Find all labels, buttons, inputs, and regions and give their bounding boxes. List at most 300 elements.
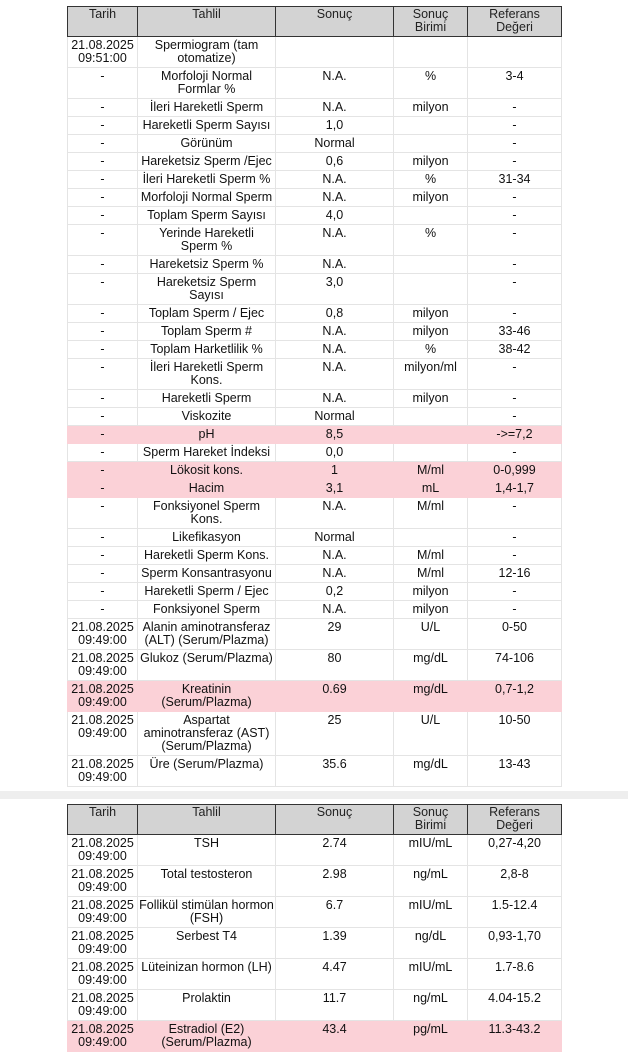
cell-unit: milyon <box>394 99 468 117</box>
cell-reference: 13-43 <box>468 756 562 787</box>
cell-test: Kreatinin (Serum/Plazma) <box>138 681 276 712</box>
cell-test: Hareketli Sperm Sayısı <box>138 117 276 135</box>
cell-unit: mL <box>394 480 468 498</box>
cell-result: N.A. <box>276 99 394 117</box>
cell-date-day: - <box>100 360 105 374</box>
cell-test: Lüteinizan hormon (LH) <box>138 959 276 990</box>
cell-unit: mIU/mL <box>394 835 468 866</box>
cell-date-day: 21.08.2025 <box>71 1022 134 1036</box>
cell-reference <box>468 37 562 68</box>
cell-result: Normal <box>276 408 394 426</box>
cell-date-day: 21.08.2025 <box>71 682 134 696</box>
cell-reference: 0,93-1,70 <box>468 928 562 959</box>
cell-test: Üre (Serum/Plazma) <box>138 756 276 787</box>
cell-test: Follikül stimülan hormon (FSH) <box>138 897 276 928</box>
cell-unit: mg/dL <box>394 650 468 681</box>
cell-result: 4.47 <box>276 959 394 990</box>
cell-reference: 2,8-8 <box>468 866 562 897</box>
cell-date-day: - <box>100 602 105 616</box>
cell-unit <box>394 426 468 444</box>
cell-reference: - <box>468 601 562 619</box>
cell-test: Görünüm <box>138 135 276 153</box>
header-test: Tahlil <box>138 805 276 835</box>
table-row <box>68 990 562 1021</box>
cell-date-time: 09:49:00 <box>78 973 127 987</box>
cell-date <box>68 37 138 68</box>
cell-date <box>68 1021 138 1052</box>
cell-reference: - <box>468 583 562 601</box>
header-reference <box>468 805 562 835</box>
cell-date <box>68 256 138 274</box>
cell-result: N.A. <box>276 323 394 341</box>
cell-unit <box>394 529 468 547</box>
cell-reference: - <box>468 359 562 390</box>
cell-unit: U/L <box>394 712 468 756</box>
cell-reference: 1,4-1,7 <box>468 480 562 498</box>
cell-unit: % <box>394 225 468 256</box>
table-row <box>68 712 562 756</box>
cell-unit: ng/mL <box>394 866 468 897</box>
cell-result: 0,8 <box>276 305 394 323</box>
cell-date-day: - <box>100 342 105 356</box>
cell-result: 11.7 <box>276 990 394 1021</box>
cell-result: 1,0 <box>276 117 394 135</box>
cell-date <box>68 835 138 866</box>
table-row <box>68 619 562 650</box>
table-row <box>68 68 562 99</box>
cell-date-day: - <box>100 445 105 459</box>
cell-test: Toplam Sperm Sayısı <box>138 207 276 225</box>
cell-date <box>68 305 138 323</box>
cell-date-day: 21.08.2025 <box>71 713 134 727</box>
cell-result: Normal <box>276 529 394 547</box>
cell-reference: - <box>468 225 562 256</box>
cell-result: 6.7 <box>276 897 394 928</box>
table-row <box>68 408 562 426</box>
cell-reference: - <box>468 117 562 135</box>
header-test: Tahlil <box>138 7 276 37</box>
cell-test: Hareketsiz Sperm % <box>138 256 276 274</box>
table-row <box>68 274 562 305</box>
cell-test: Hareketli Sperm / Ejec <box>138 583 276 601</box>
cell-reference: ->=7,2 <box>468 426 562 444</box>
header-ref-line1: Referans <box>489 7 540 21</box>
cell-result: 80 <box>276 650 394 681</box>
cell-date-day: - <box>100 154 105 168</box>
cell-result: 1.39 <box>276 928 394 959</box>
cell-unit: mg/dL <box>394 681 468 712</box>
cell-test: Prolaktin <box>138 990 276 1021</box>
table-row <box>68 601 562 619</box>
cell-date-day: 21.08.2025 <box>71 867 134 881</box>
cell-result: 3,1 <box>276 480 394 498</box>
cell-date <box>68 153 138 171</box>
cell-date-day: - <box>100 118 105 132</box>
cell-result: 0,0 <box>276 444 394 462</box>
cell-result: N.A. <box>276 225 394 256</box>
cell-reference: 0,27-4,20 <box>468 835 562 866</box>
cell-reference: - <box>468 274 562 305</box>
cell-test: Hareketsiz Sperm /Ejec <box>138 153 276 171</box>
cell-result: N.A. <box>276 359 394 390</box>
cell-date <box>68 207 138 225</box>
cell-result: N.A. <box>276 601 394 619</box>
cell-result: Normal <box>276 135 394 153</box>
table-row <box>68 959 562 990</box>
cell-result <box>276 37 394 68</box>
table-row <box>68 323 562 341</box>
cell-test: Sperm Hareket İndeksi <box>138 444 276 462</box>
cell-date <box>68 225 138 256</box>
cell-test: Yerinde Hareketli Sperm % <box>138 225 276 256</box>
cell-date-day: - <box>100 548 105 562</box>
cell-result: 0,2 <box>276 583 394 601</box>
table-row <box>68 341 562 359</box>
table-row <box>68 390 562 408</box>
cell-date-day: 21.08.2025 <box>71 960 134 974</box>
table-header-row <box>68 7 562 37</box>
cell-reference: - <box>468 408 562 426</box>
table-row <box>68 547 562 565</box>
cell-date-time: 09:49:00 <box>78 695 127 709</box>
cell-date-day: 21.08.2025 <box>71 757 134 771</box>
cell-date-day: - <box>100 190 105 204</box>
cell-test: Spermiogram (tam otomatize) <box>138 37 276 68</box>
cell-date <box>68 529 138 547</box>
cell-date <box>68 712 138 756</box>
cell-reference: 33-46 <box>468 323 562 341</box>
cell-unit: pg/mL <box>394 1021 468 1052</box>
cell-date-day: - <box>100 226 105 240</box>
cell-result: 2.98 <box>276 866 394 897</box>
cell-test: İleri Hareketli Sperm <box>138 99 276 117</box>
cell-reference: 10-50 <box>468 712 562 756</box>
header-unit <box>394 7 468 37</box>
cell-date-time: 09:49:00 <box>78 942 127 956</box>
cell-test: Alanin aminotransferaz (ALT) (Serum/Plazma) <box>138 619 276 650</box>
table-row <box>68 225 562 256</box>
cell-test: Hareketsiz Sperm Sayısı <box>138 274 276 305</box>
cell-unit: milyon <box>394 189 468 207</box>
cell-unit: milyon <box>394 153 468 171</box>
cell-test: Hareketli Sperm <box>138 390 276 408</box>
cell-date <box>68 619 138 650</box>
cell-date <box>68 359 138 390</box>
cell-reference: - <box>468 444 562 462</box>
cell-test: Lökosit kons. <box>138 462 276 480</box>
table-row-flagged <box>68 480 562 498</box>
cell-test: Toplam Harketlilik % <box>138 341 276 359</box>
cell-date-day: - <box>100 136 105 150</box>
cell-unit <box>394 408 468 426</box>
cell-date-time: 09:49:00 <box>78 726 127 740</box>
cell-unit: milyon <box>394 323 468 341</box>
cell-date <box>68 390 138 408</box>
cell-test: Hacim <box>138 480 276 498</box>
cell-date-day: - <box>100 530 105 544</box>
cell-date-day: - <box>100 100 105 114</box>
cell-date <box>68 117 138 135</box>
header-date: Tarih <box>68 7 138 37</box>
cell-unit: milyon <box>394 583 468 601</box>
cell-result: N.A. <box>276 498 394 529</box>
cell-reference: - <box>468 153 562 171</box>
cell-result: N.A. <box>276 171 394 189</box>
cell-unit: milyon <box>394 305 468 323</box>
cell-reference: 4.04-15.2 <box>468 990 562 1021</box>
cell-result: N.A. <box>276 341 394 359</box>
cell-result: 3,0 <box>276 274 394 305</box>
table-row <box>68 135 562 153</box>
header-ref-line2: Değeri <box>496 818 533 832</box>
table-row-flagged <box>68 426 562 444</box>
lab-results-table-1 <box>67 6 562 787</box>
header-unit-line2: Birimi <box>414 20 447 34</box>
cell-test: Fonksiyonel Sperm Kons. <box>138 498 276 529</box>
cell-date <box>68 650 138 681</box>
cell-unit: mIU/mL <box>394 897 468 928</box>
cell-date <box>68 928 138 959</box>
cell-reference: - <box>468 547 562 565</box>
cell-unit <box>394 117 468 135</box>
cell-date <box>68 565 138 583</box>
lab-results-table-2 <box>67 804 562 1052</box>
page-separator <box>0 791 628 799</box>
cell-date <box>68 756 138 787</box>
cell-date <box>68 135 138 153</box>
table-row <box>68 444 562 462</box>
cell-date <box>68 959 138 990</box>
cell-result: 1 <box>276 462 394 480</box>
cell-reference: 0,7-1,2 <box>468 681 562 712</box>
cell-reference: 0-0,999 <box>468 462 562 480</box>
cell-unit <box>394 207 468 225</box>
cell-date <box>68 601 138 619</box>
cell-test: İleri Hareketli Sperm Kons. <box>138 359 276 390</box>
cell-date <box>68 462 138 480</box>
table-row-flagged <box>68 1021 562 1052</box>
cell-test: Morfoloji Normal Formlar % <box>138 68 276 99</box>
cell-date-day: - <box>100 463 105 477</box>
cell-reference: - <box>468 99 562 117</box>
cell-date-day: - <box>100 566 105 580</box>
header-result: Sonuç <box>276 805 394 835</box>
cell-date-day: - <box>100 275 105 289</box>
cell-unit: M/ml <box>394 498 468 529</box>
cell-date-day: - <box>100 409 105 423</box>
cell-test: Estradiol (E2) (Serum/Plazma) <box>138 1021 276 1052</box>
cell-test: TSH <box>138 835 276 866</box>
cell-test: pH <box>138 426 276 444</box>
cell-result: N.A. <box>276 68 394 99</box>
table-row <box>68 897 562 928</box>
header-reference <box>468 7 562 37</box>
cell-reference: - <box>468 390 562 408</box>
cell-date-time: 09:49:00 <box>78 1035 127 1049</box>
cell-date-day: 21.08.2025 <box>71 651 134 665</box>
cell-test: Fonksiyonel Sperm <box>138 601 276 619</box>
cell-date-day: 21.08.2025 <box>71 836 134 850</box>
cell-unit: U/L <box>394 619 468 650</box>
table-row <box>68 189 562 207</box>
cell-date-day: 21.08.2025 <box>71 898 134 912</box>
cell-test: Sperm Konsantrasyonu <box>138 565 276 583</box>
cell-test: Toplam Sperm # <box>138 323 276 341</box>
cell-date-day: 21.08.2025 <box>71 929 134 943</box>
cell-unit: % <box>394 171 468 189</box>
cell-date <box>68 897 138 928</box>
cell-result: 0,6 <box>276 153 394 171</box>
cell-date <box>68 583 138 601</box>
cell-date <box>68 323 138 341</box>
table-row <box>68 565 562 583</box>
cell-unit: M/ml <box>394 547 468 565</box>
cell-test: Serbest T4 <box>138 928 276 959</box>
cell-date-day: - <box>100 306 105 320</box>
cell-date-day: - <box>100 584 105 598</box>
cell-test: Morfoloji Normal Sperm <box>138 189 276 207</box>
cell-date-time: 09:51:00 <box>78 51 127 65</box>
table-row <box>68 117 562 135</box>
cell-reference: - <box>468 256 562 274</box>
cell-result: 43.4 <box>276 1021 394 1052</box>
cell-date <box>68 189 138 207</box>
cell-reference: 31-34 <box>468 171 562 189</box>
cell-unit: ng/mL <box>394 990 468 1021</box>
cell-reference: - <box>468 305 562 323</box>
cell-date <box>68 547 138 565</box>
cell-unit <box>394 444 468 462</box>
cell-reference: - <box>468 189 562 207</box>
cell-date-day: - <box>100 324 105 338</box>
cell-date <box>68 444 138 462</box>
cell-test: Glukoz (Serum/Plazma) <box>138 650 276 681</box>
cell-date-day: - <box>100 427 105 441</box>
cell-date-time: 09:49:00 <box>78 633 127 647</box>
cell-result: N.A. <box>276 189 394 207</box>
table-row-flagged <box>68 681 562 712</box>
cell-date <box>68 99 138 117</box>
cell-reference: 38-42 <box>468 341 562 359</box>
cell-result: 4,0 <box>276 207 394 225</box>
table-2-body <box>68 835 562 1052</box>
table-row <box>68 37 562 68</box>
cell-date <box>68 171 138 189</box>
cell-date <box>68 426 138 444</box>
header-result: Sonuç <box>276 7 394 37</box>
cell-date <box>68 341 138 359</box>
table-row-flagged <box>68 462 562 480</box>
cell-test: Total testosteron <box>138 866 276 897</box>
table-row <box>68 171 562 189</box>
header-unit-line2: Birimi <box>414 818 447 832</box>
table-header-row <box>68 805 562 835</box>
cell-unit: % <box>394 341 468 359</box>
cell-reference: 0-50 <box>468 619 562 650</box>
table-row <box>68 928 562 959</box>
cell-result: N.A. <box>276 256 394 274</box>
table-row <box>68 756 562 787</box>
table-row <box>68 529 562 547</box>
cell-reference: 3-4 <box>468 68 562 99</box>
cell-date-day: 21.08.2025 <box>71 38 134 52</box>
table-row <box>68 650 562 681</box>
header-ref-line2: Değeri <box>496 20 533 34</box>
cell-unit <box>394 37 468 68</box>
cell-test: İleri Hareketli Sperm % <box>138 171 276 189</box>
cell-date-time: 09:49:00 <box>78 911 127 925</box>
cell-test: Likefikasyon <box>138 529 276 547</box>
cell-unit <box>394 274 468 305</box>
cell-unit: milyon/ml <box>394 359 468 390</box>
cell-result: 8,5 <box>276 426 394 444</box>
table-row <box>68 99 562 117</box>
cell-date <box>68 480 138 498</box>
cell-unit: % <box>394 68 468 99</box>
cell-date-day: 21.08.2025 <box>71 620 134 634</box>
table-row <box>68 835 562 866</box>
cell-date-day: - <box>100 208 105 222</box>
table-row <box>68 153 562 171</box>
cell-reference: - <box>468 207 562 225</box>
cell-result: N.A. <box>276 565 394 583</box>
cell-reference: 1.7-8.6 <box>468 959 562 990</box>
table-row <box>68 207 562 225</box>
header-ref-line1: Referans <box>489 805 540 819</box>
cell-date <box>68 498 138 529</box>
cell-result: N.A. <box>276 547 394 565</box>
header-unit <box>394 805 468 835</box>
cell-date <box>68 990 138 1021</box>
cell-date-time: 09:49:00 <box>78 849 127 863</box>
cell-reference: 12-16 <box>468 565 562 583</box>
cell-unit: milyon <box>394 601 468 619</box>
cell-result: N.A. <box>276 390 394 408</box>
cell-date-time: 09:49:00 <box>78 1004 127 1018</box>
cell-unit: ng/dL <box>394 928 468 959</box>
cell-date-time: 09:49:00 <box>78 664 127 678</box>
cell-result: 29 <box>276 619 394 650</box>
cell-result: 35.6 <box>276 756 394 787</box>
cell-test: Aspartat aminotransferaz (AST) (Serum/Plazma) <box>138 712 276 756</box>
cell-date-day: - <box>100 69 105 83</box>
cell-reference: - <box>468 529 562 547</box>
table-row <box>68 256 562 274</box>
cell-date-time: 09:49:00 <box>78 770 127 784</box>
table-row <box>68 583 562 601</box>
cell-reference: - <box>468 498 562 529</box>
cell-date-day: - <box>100 172 105 186</box>
table-row <box>68 359 562 390</box>
header-date: Tarih <box>68 805 138 835</box>
cell-reference: 11.3-43.2 <box>468 1021 562 1052</box>
cell-result: 0.69 <box>276 681 394 712</box>
cell-date-day: - <box>100 391 105 405</box>
cell-unit <box>394 256 468 274</box>
cell-date <box>68 866 138 897</box>
table-row <box>68 498 562 529</box>
cell-date <box>68 408 138 426</box>
table-1-body <box>68 37 562 787</box>
cell-unit: mIU/mL <box>394 959 468 990</box>
cell-date-day: - <box>100 499 105 513</box>
cell-date-day: - <box>100 257 105 271</box>
cell-date <box>68 68 138 99</box>
cell-reference: 1.5-12.4 <box>468 897 562 928</box>
cell-unit <box>394 135 468 153</box>
cell-reference: 74-106 <box>468 650 562 681</box>
cell-date <box>68 681 138 712</box>
